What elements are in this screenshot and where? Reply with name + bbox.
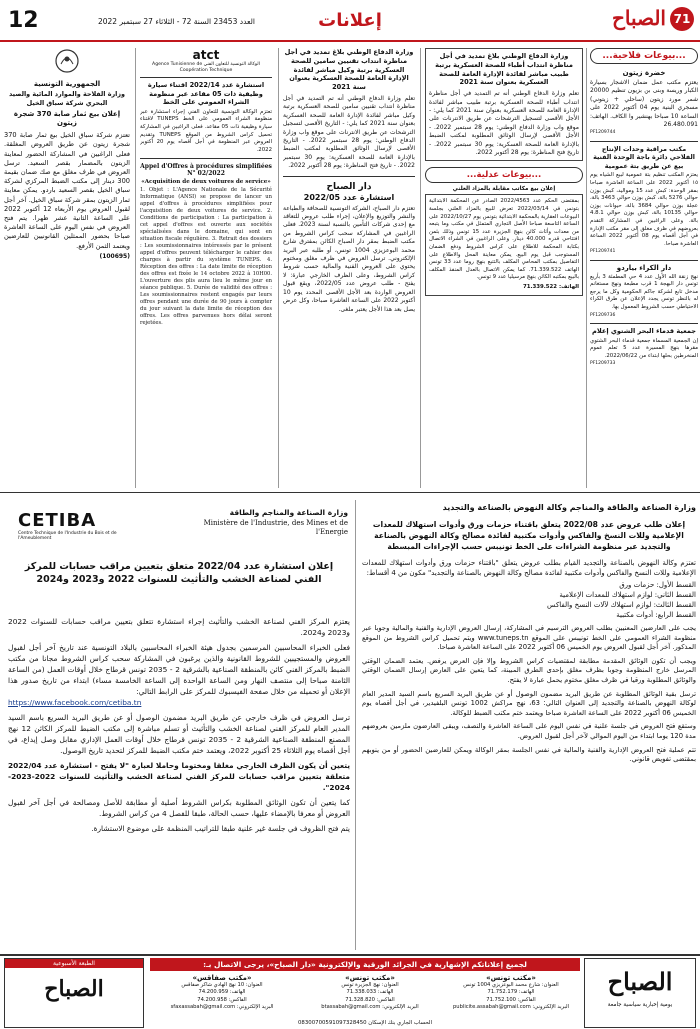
auction-text: بمقتضى الحكم عدد 2022/4563 الصادر عن المحكمة الابتدائية بتونس في 2022/03/14 تعرض للبيع بالمزاد العلني بجلسة البيوعات العقارية بالمحكمة الابتدائية بتونس يوم 2022/10/27 على الساعة التاسعة صباحا الأصل التجاري المتمثل في مكتب وما يتبعه من معدات وأثاث كائن بنهج الجزيرة عدد 15 تونس وذلك بثمن افتتاحي قدره 40.000 دينار. وعلى الراغبين في الشراء الاتصال بكتابة المحكمة للاطلاع على كراس الشروط ودفع الضمان المستوجب قبل يوم البيع. يمكن معاينة المحل والاطلاع على التفاصيل بمكتب المحامي المكلف بالتتبع بنهج روما عدد 33 تونس الهاتف 71.339.522. كما يمكن الاتصال بالعدل المنفذ المكلف بالبيع بمكتبه الكائن بنهج مرسيليا عدد 9 تونس. — [429, 198, 580, 281]
column-horse-racing — [4, 48, 130, 488]
atct-logo — [140, 48, 272, 74]
association-title: جمعية قدماء البحر الشتوي إعلام — [591, 327, 697, 336]
footer-logo-left — [4, 958, 144, 1028]
footer-office-tunis-line1: العنوان: شارع محمد البوعزيزي 1004 تونس — [463, 982, 559, 988]
apii-p6: تتم عملية فتح العروض الإدارية والفنية والمالية في نفس الجلسة بمقر الوكالة ويمكن للعارضين الحضور أو من ينوبهم بمقتضى تفويض قانوني. — [362, 745, 696, 764]
ansi-title: Appel d'Offres à procédures simplifiées N° 02/2022 — [140, 163, 272, 178]
footer-office-tunis-title: «مكتب تونس» — [486, 974, 536, 982]
auction-phone: الهاتف: 71.339.522 — [522, 283, 579, 290]
cetiba-ministry — [178, 508, 348, 537]
footer-office-sfax-title: «مكتب صفاقس» — [192, 974, 252, 982]
horse-crest-text: الجمهورية التونسية — [33, 80, 101, 88]
apii-p1: تعتزم وكالة النهوض بالصناعة والتجديد القيام بطلب عروض يتعلق "باقتناء حزمات ورق وأدوات استهلاك للمعدات الإعلامية وللات النسخ والفاكس وأدوات مكتبية لفائدة مصالح وكالة النهوض بالصناعة والتجديد" مكون من 4 أقساط: — [362, 559, 696, 577]
defense-tech-title: وزارة الدفاع الوطني بلاغ تمديد في أجل مناظرة انتداب تقنيين سامين للصحة العسكرية برتبة وكيل مباشر لفائدة الإدارة العامة للصحة العسكرية بعنوان سنة 2021 — [284, 48, 414, 92]
cetiba-p5: كما يتعين أن تكون الوثائق المطلوبة بكراس الشروط أصلية أو مطابقة للأصل ومصالحة في أجل آخر لقبول العروض أو معرفا بالإمضاء عليها، حسب الحالة، طبقا للفصل 4 من كراس الشروط. — [8, 798, 350, 818]
cetiba-logo — [18, 510, 118, 542]
defense-doctors-text: تعلم وزارة الدفاع الوطني أنه تم التمديد في أجل مناظرة انتداب أطباء للصحة العسكرية برتبة طبيب مباشر لفائدة الإدارة العامة للصحة العسكرية بعنوان سنة 2021 كما يلي: - الأجل الأقصى لتسجيل الترشحات عن طريق الانترنات على موقع واب وزارة الدفاع الوطني: يوم 28 سبتمبر 2022. - الأجل الأقصى لإرسال الوثائق المطلوبة لمكتب الضبط بالإدارة العامة للصحة العسكرية: يوم 30 سبتمبر 2022. - تاريخ فتح المناظرة: يوم 28 أكتوبر 2022. — [429, 90, 580, 157]
atct-logo-text: atct — [192, 48, 220, 62]
apii-lot-2: القسط الثاني: لوازم استهلاك للمعدات الإعلامية — [559, 591, 696, 599]
atct-name: الوكالة التونسية للتعاون الفني Agence Tunisienne de Coopération Technique — [152, 62, 260, 73]
cetiba-p6: يتم فتح الظروف في جلسة غير علنية طبقا للتراتيب المنظمة على موضوع الاستشارة. — [91, 824, 350, 833]
ansi-subtitle: «Acquisition de deux voitures de service» — [141, 179, 271, 186]
footer-office-tunis-line4: البريد الإلكتروني: publicite.assabah@gmail.com — [453, 1004, 569, 1011]
column-agri — [590, 48, 698, 488]
assabah-consult-text: تعتزم دار الصباح، الشركة التونسية للصحافة والطباعة والنشر والتوزيع والإعلان، إجراء طلب عروض للتعاقد مع إحدى شركات التأمين بالنسبة لسنة 2023. فعلى الراغبين في المشاركة سحب كراس الشروط من مكتب الضبط بمقر دار الصباح الكائن بمفترق شارع محمد البوعزيزي 1004 تونس، أو طلبه عبر البريد الإلكتروني. ترسل العروض في ظرف مغلق ومختوم يحتوي على العروض الفنية والمالية حسب شروط كراس الشروط، وعلى الظرف الخارجي عبارة: لا يفتح - طلب عروض عدد 2022/05، ويقع قبول العروض الواردة بعد الأجل الأقصى المحدد يوم 10 أكتوبر 2022 على الساعة العاشرة صباحا، وكل عرض يصل بعد هذا الأجل يعتبر ملغى. — [283, 204, 415, 313]
cetiba-ad — [8, 500, 350, 950]
footer-logo-right — [584, 958, 696, 1028]
cetiba-link[interactable]: https://www.facebook.com/cetiba.tn — [8, 698, 142, 707]
atct-text: تعتزم الوكالة التونسية للتعاون الفني إجراء استشارة عبر منظومة الشراء العمومي على الخط TUNEPS لاقتناء سيارة وظيفية ذات 05 مقاعد. فعلى الراغبين في المشاركة تحميل كراس الشروط من الموقع TUNEPS وتقديم العروض عبر المنظومة في أجل أقصاه يوم 20 أكتوبر 2022. — [140, 108, 272, 153]
assabah-consult-sub: استشارة عدد 2022/05 — [303, 192, 395, 202]
footer-office-tunis-line2: الهاتف: 71.752.179 — [487, 989, 535, 996]
column-defense-tech — [283, 48, 415, 488]
apii-lots — [362, 580, 696, 620]
cetiba-p2: فعلى الخبراء المحاسبين المرسمين بجدول هيئة الخبراء المحاسبين بالبلاد التونسية عند تاريخ آخر أجل لقبول العروض والمستجيبين للشروط القانونية والذين يرغبون في المشاركة سحب كراس الشروط مجانا من مكتب الضبط بالمركز الفني كائن بالمنطقة الصناعية بالشرقية 2 - 2035 تونس قرطاج خلال أوقات العمل (من الساعة الثامنة صباحا إلى منتصف النهار ومن الساعة الواحدة إلى الساعة الخامسة مساء) ابتداء من تاريخ صدور هذا الإعلان أو تحميله من خلال صفحة الفيسبوك للمركز على الرابط التالي: — [8, 643, 350, 696]
horse-ministry: وزارة الفلاحة والموارد المائية والصيد البحري شركة سباق الخيل — [8, 90, 126, 107]
judicial-banner: ...بيوعات عدلية... — [425, 167, 583, 183]
auction-subtitle: إعلان بيع مكاتب مقابلة بالمزاد العلني — [452, 186, 556, 193]
apii-ministry: وزارة الصناعة والطاقة والمناجم وكالة النهوض بالصناعة والتجديد — [442, 503, 696, 512]
horse-text: تعتزم شركة سباق الخيل بيع ثمار صابة 370 شجرة زيتون عن طريق العروض المغلقة. فعلى الراغبين في المشاركة الحضور لمعاينة الزيتون بالمضمار بقصر السعيد. ترسل العروض في ظرف مغلق مع صك ضمان بقيمة 300 دينار إلى مكتب الضبط المركزي لشركة سباق الخيل بقصر السعيد باردو. يمكن معاينة ثمار الزيتون بمقر شركة سباق الخيل. آخر أجل لقبول العروض يوم الأربعاء 12 أكتوبر 2022 على الساعة الثانية عشر ظهرا. يتم فتح العروض في نفس اليوم على الساعة العاشرة صباحا بحضور الممثلين القانونيين للعارضين ويعتمد الثمن الأرفع. — [4, 131, 130, 250]
control-office-ref: PF1209741 — [590, 249, 616, 255]
page-header — [0, 0, 700, 42]
section-title: إعلانات — [318, 10, 382, 31]
footer-office-sfax-line2: الهاتف: 74.200.959 — [198, 989, 246, 996]
footer-office-tunis2-line3: الفاكس: 71.328.820 — [345, 996, 395, 1003]
apii-lot-4: القسط الرابع: أدوات مكتبية — [616, 611, 696, 619]
olive-notice-text: يعتزم مكتب عمل ضمان الاشجار بسيارة الكبار وريسة وبنى بن بزيون تنظيم 20000 شمر مورد زيتون (ساحلي + زيتوني) مسجري البنية يوم 04 أكتوبر 2022 على الساعة 10 صباحا بهنشير وا الكاف. الهاتف: 26.480.091 — [590, 79, 698, 129]
footer-office-tunis2-line4: البريد الإلكتروني: btassabah@gmail.com — [321, 1004, 419, 1011]
assabah-consult-title: دار الصباح — [326, 181, 372, 192]
footer-bank: الحساب الجاري بنك الإسكان 08300700591097328450 — [297, 1020, 433, 1026]
cetiba-logo-text: CETIBA — [18, 510, 97, 531]
control-office-title: مكتب مراقبة وحدات الإنتاج الفلاحي دائرة باجة الوحدة الفنية بيع عن طريق بتة عمومية — [593, 144, 695, 170]
footer-heading: لجميع إعلاناتكم الإشهارية في الجرائد الورقية والإلكترونية «دار الصباح»، يرجى الاتصال بـ: — [150, 958, 580, 971]
logo-number: 71 — [670, 7, 694, 31]
masthead-logo — [584, 4, 694, 36]
cetiba-title: إعلان استشارة عدد 2022/04 متعلق بتعيين مراقب حسابات للمركز الفني لصناعة الخشب والتأثيث للسنوات 2022 و2023 و2024 — [24, 561, 334, 585]
rent-house-text: نهج زنقة الله الأول عدد 4 حي المطمئة 3 بأريع تونس دار البهجة 1 قرب مطبعة ونهج مستغانم مدخل تابع لشركة جاكم الحكومية وكل ما يرجع له بالنظر تونس يجدد الإعلان عن طرق الكراء الاحتياطي حسب الشروط المعمول بها. — [590, 273, 698, 311]
apii-p4: ترسل بقية الوثائق المطلوبة عن طريق البريد مضمون الوصول أو عن طريق البريد السريع باسم السيد المدير العام لوكالة النهوض بالصناعة والتجديد إلى العنوان التالي: 63، نهج مراكش 1002 تونس البلفيدير، في أجل أقصاه يوم الخميس 06 أكتوبر 2022 على الساعة العاشرة صباحا ويعتمد ختم مكتب الضبط للوكالة. — [362, 689, 696, 717]
crest-icon — [54, 48, 80, 74]
association-ref: PF1209733 — [590, 361, 616, 367]
ansi-text: 1. Objet : L'Agence Nationale de la Sécurité Informatique (ANSI) se propose de lancer un appel d'offres à procédures simplifiées pour l'acquisition de deux voitures de service. 2. Conditions de participation : La participation à cet appel d'offres est ouverte aux sociétés spécialisées dans le domaine, qui sont en situation fiscale régulière. 3. Retrait des dossiers : Les soumissionnaires intéressés par le présent appel d'offres peuvent télécharger le cahier des charges à partir du système TUNEPS. 4. Réception des offres : La date limite de réception des offres est fixée le 14 octobre 2022 à 10H00. L'ouverture des plis aura lieu le même jour en séance publique. 5. Durée de validité des offres : Les soumissionnaires restent engagés par leurs offres pendant une durée de 90 jours à compter du jour suivant la date limite de réception des offres. Les offres parvenues hors délai seront rejetées. — [140, 187, 272, 327]
column-atct — [140, 48, 272, 488]
footer-office-sfax-line4: البريد الإلكتروني: sfaxassabah@gmail.com — [170, 1004, 274, 1011]
footer-office-sfax — [152, 974, 292, 1012]
apii-p3: ويجب أن تكون الوثائق المقدمة مطابقة لمقتضيات كراس الشروط وإلا فإن العرض يرفض. يعتمد الضمان الوقتي المرسل خارج المنظومة وجوبا بظرف مغلق بإحدى الطرق المبينة، كما يتعين على العارض إرسال الضمان الوقتي والوثائق المطلوبة ورقيا في ظرف مغلق مختوم يحمل عبارة لا يفتح. — [362, 656, 696, 684]
defense-doctors-title: وزارة الدفاع الوطني بلاغ تمديد في أجل مناظرة انتداب أطباء للصحة العسكرية برتبة طبيب مباشر لفائدة الإدارة العامة للصحة العسكرية بعنوان سنة 2021 — [435, 52, 573, 87]
apii-lot-3: القسط الثالث: لوازم استهلاك لآلات النسخ والفاكس — [547, 601, 696, 609]
cetiba-ministry-fr: Ministère de l'Industrie, des Mines et de l'Energie — [203, 519, 348, 536]
footer-logo-left-word: الصباح — [44, 976, 104, 1002]
footer — [0, 954, 700, 1029]
apii-p2: يجب على العارضين المعنيين بطلب العروض الترسيم في المشاركة، إرسال العروض الإدارية والفنية والمالية وجوبا عبر منظومة الشراء العمومي على الخط تونيبس على الموقع www.tuneps.tn ويتم تحميل كراس الشروط من الموقع المذكور. آخر أجل لقبول العروض يوم الخميس 06 أكتوبر 2022 على الساعة العاشرة صباحا. — [362, 624, 696, 652]
cetiba-p3: ترسل العروض في ظرف خارجي عن طريق البريد مضمون الوصول أو عن طريق البريد السريع باسم السيد المدير العام للمركز الفني لصناعة الخشب والتأثيث أو تسلم مباشرة إلى مكتب الضبط للمركز الكائن 12 نهج المصنع المنطقة الصناعية الشرقية 2 - 2035 تونس قرطاج خلال أوقات العمل الإداري مقابل وصل إيداع، في أجل أقصاه يوم الثلاثاء 25 أكتوبر 2022، ويعتمد ختم مكتب الضبط للمركز لتحديد تاريخ الوصول. — [8, 713, 350, 755]
agri-banner: ...بيوعات فلاحية... — [590, 48, 698, 64]
footer-logo-right-sub: يومية إخبارية سياسية جامعة — [607, 1002, 673, 1008]
rent-house-title: دار الكراء بياردو — [616, 263, 672, 272]
footer-office-tunis2-line2: الهاتف: 71.338.033 — [346, 989, 394, 996]
association-text: إن الجمعية المسماة جمعية قدماء البحر الشتوي مقرها بنهج المسيرة عدد 5 تعلم عموم المنخرطين بحلها ابتداء من 2022/06/22. — [590, 337, 698, 359]
footer-office-tunis2 — [300, 974, 440, 1012]
footer-office-sfax-line3: الفاكس: 74.200.958 — [197, 996, 247, 1003]
apii-title: إعلان طلب عروض عدد 2022/08 يتعلق باقتناء حزمات ورق وأدوات استهلاك للمعدات الإعلامية وللات النسخ والفاكس وأدوات مكتبية لفائدة مصالح وكالة النهوض بالصناعة والتجديد عبر منظومة الشراءات على الخط تونيبس حسب الإجراءات المبسطة — [372, 520, 686, 551]
page-number: 12 — [8, 8, 39, 33]
republic-crest — [4, 48, 130, 78]
cetiba-p4: يتعين أن يكون الظرف الخارجي مغلقا ومختوما وحاملا لعبارة "لا يفتح - استشارة عدد 2022/04 متعلقة بتعيين مراقب حسابات للمركز الفني لصناعة الخشب والتأثيث للسنوات 2022-2023-2024". — [8, 761, 350, 792]
rent-house-ref: PF1209736 — [590, 312, 616, 318]
footer-office-tunis — [446, 974, 576, 1012]
apii-ad — [362, 500, 696, 950]
horse-ref: (100695) — [99, 252, 130, 260]
logo-word: الصباح — [611, 6, 666, 30]
cetiba-logo-sub: Centre Technique de l'Industrie du Bois et de l'Ameublement — [18, 531, 117, 542]
apii-p5: وستقع فتح العروض في جلسة علنية في نفس اليوم على الساعة العاشرة والنصف، ويبقى العارضون ملزمين بعروضهم مدة 120 يوما ابتداء من اليوم الموالي لآخر أجل لقبول العروض. — [362, 722, 696, 740]
olive-notice-title: خضرة زيتون — [622, 69, 666, 77]
cetiba-p1: يعتزم المركز الفني لصناعة الخشب والتأثيث إجراء استشارة تتعلق بتعيين مراقب حسابات للسنوات 2022 و2023 و2024. — [8, 617, 350, 637]
control-office-text: يعتزم المكتب تنظيم بتة عمومية لبيع الشياه يوم ١٥ أكتوبر 2022 على الساعة العاشرة صباحا بمقر الوحدة: كبش عدد 15 ومواليد، كبش بوزن حوالي 5276 بالة، كبش بوزن حوالي 3463 بالة، عجلة بوزن حوالي 3684 بالة، حيوانات بوزن حوالي 10135 بالة، كبش بوزن حوالي 4.8.1 بالة. وعلى الراغبين في المشاركة التقدم بعروضهم في ظرف مغلق إلى مقر مكتب الإدارة في أجل أقصاه يوم 08 أكتوبر 2022 الساعة العاشرة صباحا. — [590, 172, 698, 247]
column-defense-doctors — [425, 48, 583, 488]
footer-office-tunis2-title: «مكتب تونس» — [345, 974, 395, 982]
footer-office-tunis-line3: الفاكس: 71.752.100 — [486, 996, 536, 1003]
olive-notice-ref: PF1209744 — [590, 130, 616, 136]
footer-office-sfax-line1: العنوان: 10 نهج الهادي شاكر صفاقس — [181, 982, 263, 988]
atct-title: استشارة عدد 2022/14 اقتناء سيارة وظيفية ذات 05 مقاعد عبر منظومة الشراء العمومي على الخط — [147, 81, 265, 107]
issue-line: العدد 23453 السنة 72 - الثلاثاء 27 سبتمبر 2022 — [97, 17, 255, 26]
header-rule — [0, 40, 700, 42]
footer-office-tunis2-line1: العنوان: نهج الجزيرة تونس — [341, 982, 399, 988]
defense-tech-text: تعلم وزارة الدفاع الوطني أنه تم التمديد في أجل مناظرة انتداب تقنيين سامين للصحة العسكرية برتبة وكيل مباشر لفائدة الإدارة العامة للصحة العسكرية بعنوان سنة 2021 كما يلي: - التاريخ الأقصى لتسجيل الترشحات عن طريق الانترنات على موقع واب وزارة الدفاع الوطني: يوم 28 سبتمبر 2022. - التاريخ الأقصى لإرسال الوثائق المطلوبة لمكتب الضبط بالإدارة العامة للصحة العسكرية: يوم 30 سبتمبر 2022. - تاريخ فتح المناظرة: يوم 28 أكتوبر 2022. — [283, 94, 415, 170]
footer-logo-right-word: الصباح — [607, 967, 673, 996]
footer-logo-left-top: الطبعة الأسبوعية — [5, 959, 143, 968]
horse-title: إعلان بيع ثمار صابة 370 شجرة زيتون — [13, 110, 121, 128]
cetiba-ministry-ar: وزارة الصناعة والمناجم والطاقة — [229, 508, 348, 517]
apii-lot-1: القسط الأول: حزمات ورق — [619, 581, 696, 589]
